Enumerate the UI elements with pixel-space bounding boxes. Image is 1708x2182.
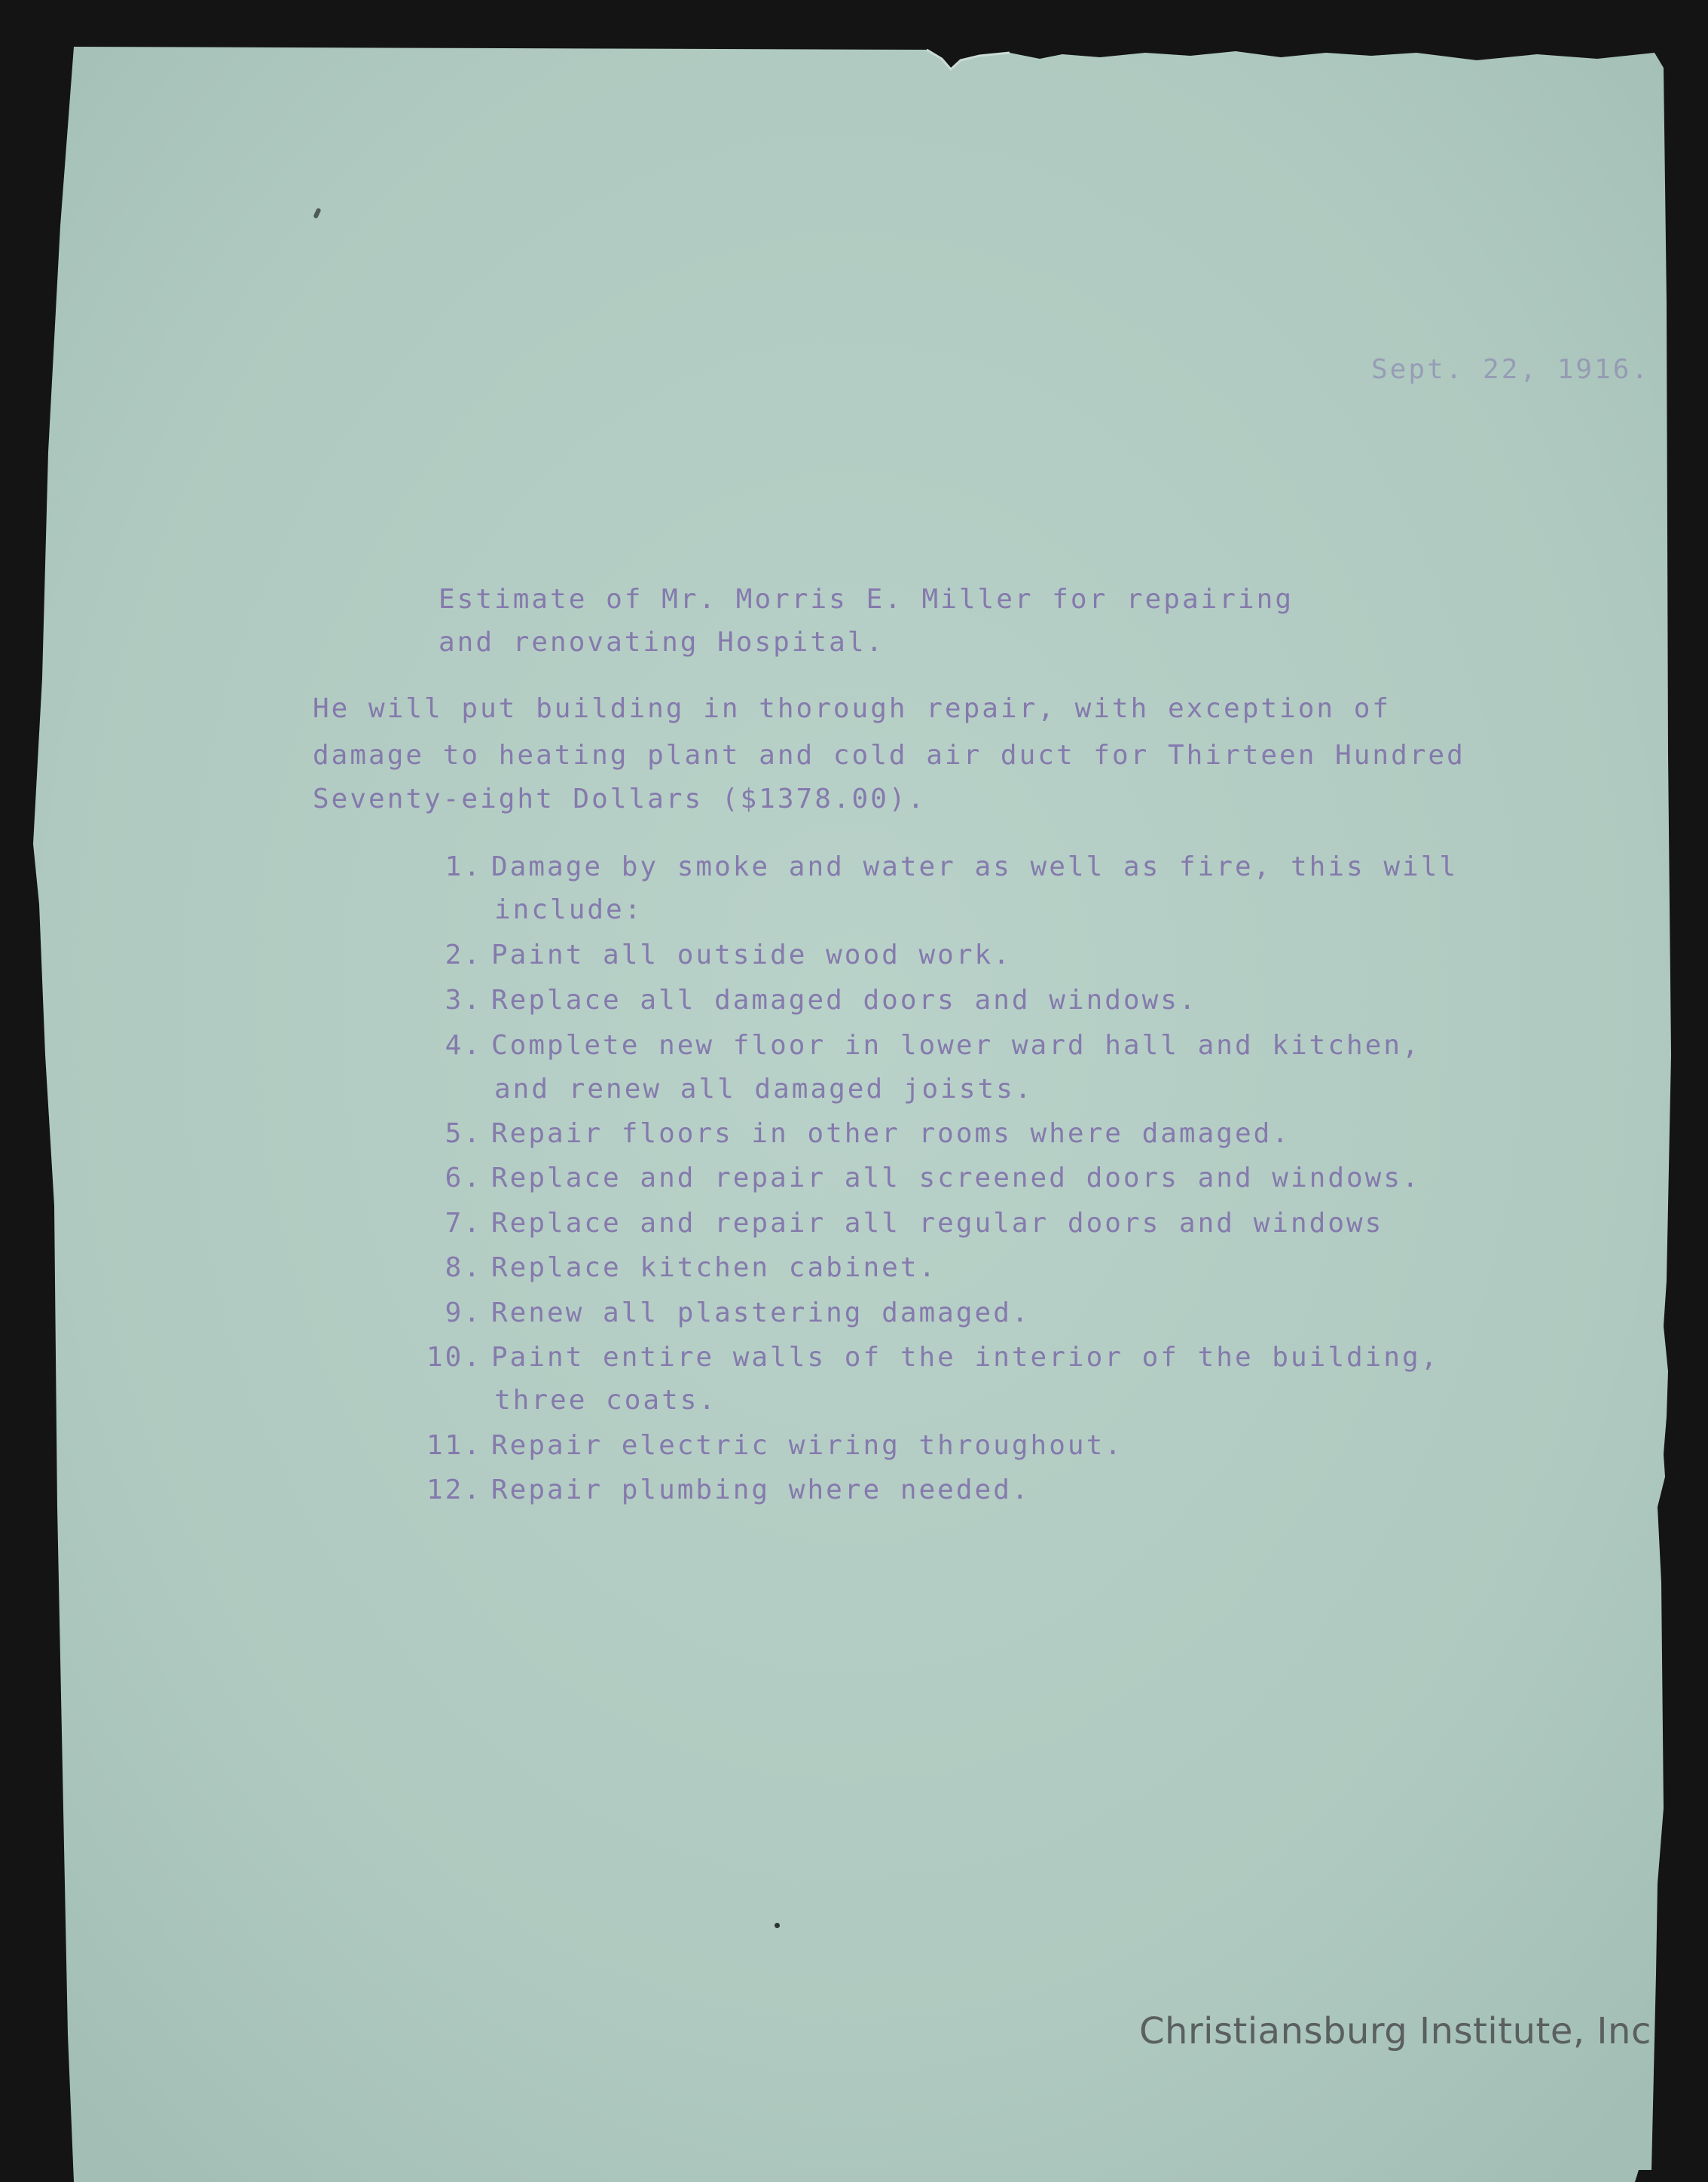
paragraph-line-2: damage to heating plant and cold air duct for Thirteen Hundred (313, 740, 1465, 771)
item-text: Replace kitchen cabinet. (491, 1252, 938, 1283)
item-number: 1. (445, 851, 482, 882)
watermark: Christiansburg Institute, Inc (1139, 2010, 1651, 2052)
item-text-continued: and renew all damaged joists. (494, 1074, 1034, 1105)
item-number: 11. (426, 1430, 482, 1461)
item-text: Replace and repair all screened doors and windows. (491, 1163, 1421, 1193)
item-text-continued: three coats. (494, 1385, 718, 1416)
item-number: 3. (445, 985, 482, 1016)
item-number: 6. (445, 1163, 482, 1193)
item-text: Complete new floor in lower ward hall and kitchen, (491, 1030, 1421, 1061)
heading-line-1: Estimate of Mr. Morris E. Miller for repairing (438, 584, 1294, 615)
paragraph-line-1: He will put building in thorough repair, with exception of (313, 693, 1392, 724)
paragraph-line-3: Seventy-eight Dollars ($1378.00). (313, 784, 927, 814)
item-text: Repair plumbing where needed. (491, 1475, 1031, 1505)
paper-speck (775, 1923, 780, 1928)
item-text: Replace and repair all regular doors and windows (491, 1208, 1384, 1239)
item-number: 2. (445, 940, 482, 970)
item-text: Renew all plastering damaged. (491, 1297, 1031, 1328)
item-text: Repair floors in other rooms where damaged. (491, 1118, 1291, 1149)
item-number: 8. (445, 1252, 482, 1283)
heading-line-2: and renovating Hospital. (438, 627, 885, 658)
document-date: Sept. 22, 1916. (1371, 354, 1651, 385)
item-number: 7. (445, 1208, 482, 1239)
item-text: Replace all damaged doors and windows. (491, 985, 1198, 1016)
item-number: 5. (445, 1118, 482, 1149)
item-number: 10. (426, 1342, 482, 1373)
item-number: 4. (445, 1030, 482, 1061)
item-number: 12. (426, 1475, 482, 1505)
item-text: Paint entire walls of the interior of the building, (491, 1342, 1440, 1373)
item-text: Damage by smoke and water as well as fire, this will (491, 851, 1459, 882)
item-text: Paint all outside wood work. (491, 940, 1012, 970)
item-number: 9. (445, 1297, 482, 1328)
item-text-continued: include: (494, 894, 643, 925)
item-text: Repair electric wiring throughout. (491, 1430, 1123, 1461)
